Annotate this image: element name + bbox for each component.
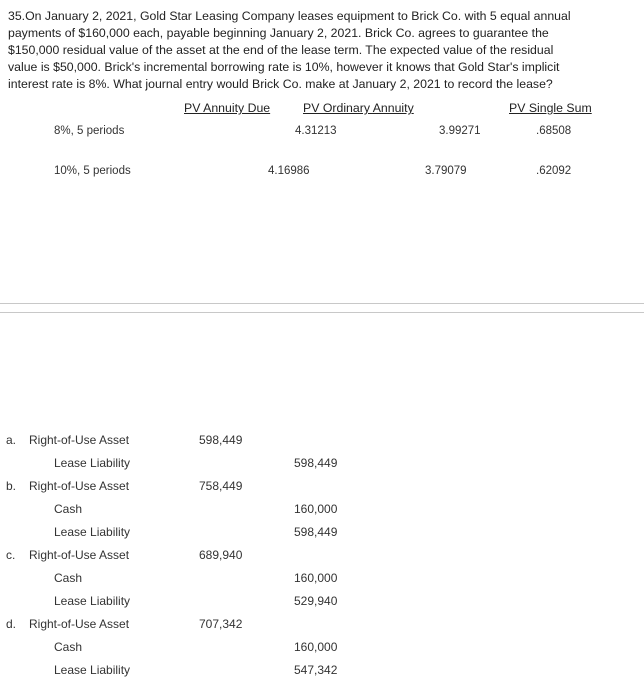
option-c-account: Right-of-Use Asset <box>29 548 130 562</box>
option-c-letter: c. <box>6 548 16 562</box>
option-d-credit: 160,000 <box>294 640 338 654</box>
option-d-account: Lease Liability <box>54 663 131 677</box>
row-label-8-percent: 8%, 5 periods <box>54 125 125 137</box>
option-a-letter: a. <box>6 433 17 447</box>
question-line: value is $50,000. Brick's incremental borrowing rate is 10%, however it knows that Gold Star's implicit <box>8 60 560 74</box>
divider-bottom <box>0 312 644 313</box>
option-b-account: Cash <box>54 502 83 516</box>
divider-top <box>0 303 644 304</box>
header-pv-ordinary-annuity: PV Ordinary Annuity <box>303 101 414 115</box>
option-d-credit: 547,342 <box>294 663 338 677</box>
option-b-credit: 598,449 <box>294 525 338 539</box>
option-b-letter: b. <box>6 479 17 493</box>
cell-single-sum-8: .68508 <box>536 125 572 137</box>
question-line: interest rate is 8%. What journal entry would Brick Co. make at January 2, 2021 to record the lease? <box>8 77 553 91</box>
option-a-account: Lease Liability <box>54 456 131 470</box>
header-pv-annuity-due: PV Annuity Due <box>184 101 271 115</box>
question-line: $150,000 residual value of the asset at the end of the lease term. The expected value of the residual <box>8 43 554 57</box>
option-b-debit: 758,449 <box>199 479 243 493</box>
question-text <box>8 8 638 93</box>
cell-ordinary-annuity-8: 3.99271 <box>439 125 481 137</box>
option-c-credit: 529,940 <box>294 594 338 608</box>
cell-annuity-due-10: 4.16986 <box>268 165 310 177</box>
cell-annuity-due-8: 4.31213 <box>295 125 337 137</box>
option-d-letter: d. <box>6 617 17 631</box>
question-line: payments of $160,000 each, payable beginning January 2, 2021. Brick Co. agrees to guarantee the <box>8 26 549 40</box>
option-d-account: Right-of-Use Asset <box>29 617 130 631</box>
option-c-debit: 689,940 <box>199 548 243 562</box>
cell-ordinary-annuity-10: 3.79079 <box>425 165 467 177</box>
option-a-credit: 598,449 <box>294 456 338 470</box>
option-d-account: Cash <box>54 640 83 654</box>
option-d-debit: 707,342 <box>199 617 243 631</box>
cell-single-sum-10: .62092 <box>536 165 572 177</box>
option-a-account: Right-of-Use Asset <box>29 433 130 447</box>
header-pv-single-sum: PV Single Sum <box>509 101 592 115</box>
option-b-account: Lease Liability <box>54 525 131 539</box>
option-a-debit: 598,449 <box>199 433 243 447</box>
row-label-10-percent: 10%, 5 periods <box>54 165 131 177</box>
option-b-account: Right-of-Use Asset <box>29 479 130 493</box>
option-c-credit: 160,000 <box>294 571 338 585</box>
option-c-account: Cash <box>54 571 83 585</box>
question-line: 35.On January 2, 2021, Gold Star Leasing Company leases equipment to Brick Co. with 5 equal annual <box>8 9 571 23</box>
option-c-account: Lease Liability <box>54 594 131 608</box>
option-b-credit: 160,000 <box>294 502 338 516</box>
